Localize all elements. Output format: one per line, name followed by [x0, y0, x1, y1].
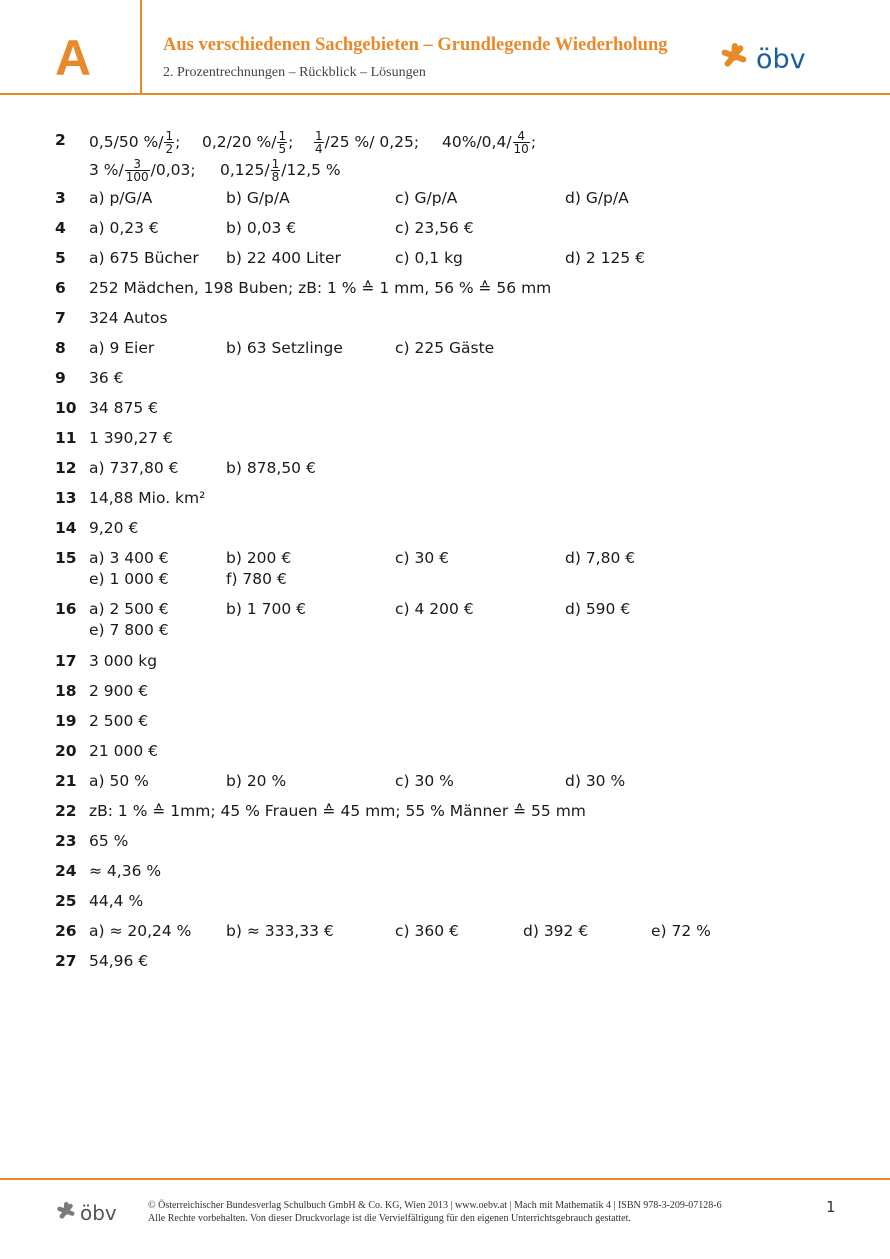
answer-text: 40%/0,4/: [442, 133, 512, 151]
answer-text: 0,5/50 %/: [89, 133, 164, 151]
answer-b: b) 200 €: [226, 549, 292, 567]
answer-d: d) 590 €: [565, 600, 631, 618]
answer-text: ≈ 4,36 %: [89, 862, 162, 880]
answer-c: c) 225 Gäste: [395, 339, 495, 357]
answer-b: b) 1 700 €: [226, 600, 306, 618]
footer-divider: [0, 1178, 890, 1180]
answer-d: d) 7,80 €: [565, 549, 636, 567]
task-number: 18: [55, 682, 77, 700]
header-divider: [0, 93, 890, 95]
answer-text: 3 %/: [89, 161, 124, 179]
answer-a: a) 9 Eier: [89, 339, 155, 357]
answer-text: /0,03;: [150, 161, 196, 179]
answer-text: 44,4 %: [89, 892, 144, 910]
task-number: 2: [55, 131, 66, 149]
page-number: 1: [826, 1198, 836, 1216]
answer-text: 0,125/: [220, 161, 270, 179]
task-number: 16: [55, 600, 77, 618]
fraction: [277, 130, 287, 155]
task-number: 27: [55, 952, 77, 970]
page-title: Aus verschiedenen Sachgebieten – Grundlegende Wiederholung: [163, 35, 668, 55]
task-number: 22: [55, 802, 77, 820]
answer-b: b) G/p/A: [226, 189, 290, 207]
answer-d: d) 392 €: [523, 922, 589, 940]
answer-text: zB: 1 % ≙ 1mm; 45 % Frauen ≙ 45 mm; 55 % Männer ≙ 55 mm: [89, 802, 586, 820]
fraction: [513, 130, 530, 155]
answer-2-line-1: [89, 130, 180, 155]
answer-b: b) 878,50 €: [226, 459, 316, 477]
answer-b: b) 0,03 €: [226, 219, 297, 237]
answer-c: c) 360 €: [395, 922, 459, 940]
answer-text: 9,20 €: [89, 519, 139, 537]
copyright-line-1: © Österreichischer Bundesverlag Schulbuch GmbH & Co. KG, Wien 2013 | www.oebv.at | Mach mit Mathematik 4 | ISBN 978-3-209-07128-6: [148, 1200, 722, 1211]
task-number: 13: [55, 489, 77, 507]
task-number: 21: [55, 772, 77, 790]
answer-c: c) 0,1 kg: [395, 249, 463, 267]
answer-c: c) 4 200 €: [395, 600, 474, 618]
header-vertical-divider: [140, 0, 142, 95]
answer-text: 14,88 Mio. km²: [89, 489, 206, 507]
task-number: 12: [55, 459, 77, 477]
answer-d: d) 2 125 €: [565, 249, 645, 267]
answer-a: a) 50 %: [89, 772, 149, 790]
task-number: 9: [55, 369, 66, 387]
answer-text: 0,2/20 %/: [202, 133, 277, 151]
numerator: 1: [271, 157, 280, 171]
answer-c: c) G/p/A: [395, 189, 458, 207]
task-number: 6: [55, 279, 66, 297]
task-number: 3: [55, 189, 66, 207]
numerator: 1: [315, 129, 323, 143]
answer-f: f) 780 €: [226, 570, 287, 588]
answer-b: b) 20 %: [226, 772, 287, 790]
denominator: 100: [125, 170, 149, 184]
task-number: 19: [55, 712, 77, 730]
numerator: 1: [165, 129, 174, 143]
task-number: 8: [55, 339, 66, 357]
answer-d: d) 30 %: [565, 772, 626, 790]
answer-b: b) 22 400 Liter: [226, 249, 341, 267]
numerator: 3: [125, 158, 150, 171]
answer-text: 1 390,27 €: [89, 429, 173, 447]
task-number: 14: [55, 519, 77, 537]
answer-text: 3 000 kg: [89, 652, 158, 670]
answer-2-item-6: [220, 158, 341, 183]
task-number: 7: [55, 309, 66, 327]
denominator: 5: [278, 142, 287, 156]
copyright-line-2: Alle Rechte vorbehalten. Von dieser Druckvorlage ist die Vervielfältigung für den eigenen Unterrichtsgebrauch gestattet.: [148, 1213, 631, 1224]
denominator: 10: [513, 142, 529, 156]
numerator: 1: [278, 129, 287, 143]
logo-text: öbv: [756, 44, 806, 74]
answer-text: /25 %/ 0,25;: [324, 133, 420, 151]
answer-a: a) 737,80 €: [89, 459, 179, 477]
task-number: 10: [55, 399, 77, 417]
answer-text: ;: [530, 133, 537, 151]
footer-logo: [55, 1200, 127, 1224]
answer-text: 2 900 €: [89, 682, 149, 700]
task-number: 17: [55, 652, 77, 670]
numerator: 4: [513, 130, 530, 143]
answer-text: 21 000 €: [89, 742, 159, 760]
answer-b: b) 63 Setzlinge: [226, 339, 343, 357]
fraction: [125, 158, 150, 183]
star-icon: [57, 1202, 75, 1220]
answer-2-item-4: [442, 130, 536, 155]
answer-b: b) ≈ 333,33 €: [226, 922, 334, 940]
answer-a: a) 0,23 €: [89, 219, 159, 237]
task-number: 5: [55, 249, 66, 267]
answer-d: d) G/p/A: [565, 189, 629, 207]
answer-text: 54,96 €: [89, 952, 149, 970]
answer-2-item-5: [89, 158, 196, 183]
star-icon: [721, 43, 747, 68]
answer-e: e) 1 000 €: [89, 570, 169, 588]
task-number: 24: [55, 862, 77, 880]
answer-e: e) 72 %: [651, 922, 711, 940]
task-number: 15: [55, 549, 77, 567]
page-subtitle: 2. Prozentrechnungen – Rückblick – Lösungen: [163, 65, 426, 80]
task-number: 20: [55, 742, 77, 760]
answer-c: c) 30 %: [395, 772, 454, 790]
answer-a: a) 3 400 €: [89, 549, 169, 567]
answer-2-item-3: [313, 130, 419, 155]
answer-a: a) p/G/A: [89, 189, 153, 207]
task-number: 26: [55, 922, 77, 940]
task-number: 11: [55, 429, 77, 447]
denominator: 4: [315, 142, 323, 156]
task-number: 4: [55, 219, 66, 237]
answer-a: a) 2 500 €: [89, 600, 169, 618]
answer-c: c) 23,56 €: [395, 219, 474, 237]
footer-logo-text: öbv: [80, 1201, 117, 1224]
answer-c: c) 30 €: [395, 549, 450, 567]
answer-text: 36 €: [89, 369, 124, 387]
answer-text: 65 %: [89, 832, 129, 850]
denominator: 2: [165, 142, 174, 156]
answer-text: 324 Autos: [89, 309, 168, 327]
fraction: [314, 130, 324, 155]
answer-text: 2 500 €: [89, 712, 149, 730]
answer-text: 252 Mädchen, 198 Buben; zB: 1 % ≙ 1 mm, 56 % ≙ 56 mm: [89, 279, 552, 297]
answer-text: ;: [175, 133, 181, 151]
answer-text: /12,5 %: [281, 161, 341, 179]
task-number: 25: [55, 892, 77, 910]
fraction: [164, 130, 174, 155]
oebv-logo: [718, 40, 822, 74]
answer-text: ;: [288, 133, 294, 151]
answer-e: e) 7 800 €: [89, 621, 169, 639]
task-number: 23: [55, 832, 77, 850]
answer-2-item-2: [202, 130, 293, 155]
chapter-letter: A: [55, 30, 92, 86]
answer-text: 34 875 €: [89, 399, 159, 417]
denominator: 8: [271, 170, 280, 184]
fraction: [271, 158, 281, 183]
answer-a: a) 675 Bücher: [89, 249, 199, 267]
answer-a: a) ≈ 20,24 %: [89, 922, 192, 940]
